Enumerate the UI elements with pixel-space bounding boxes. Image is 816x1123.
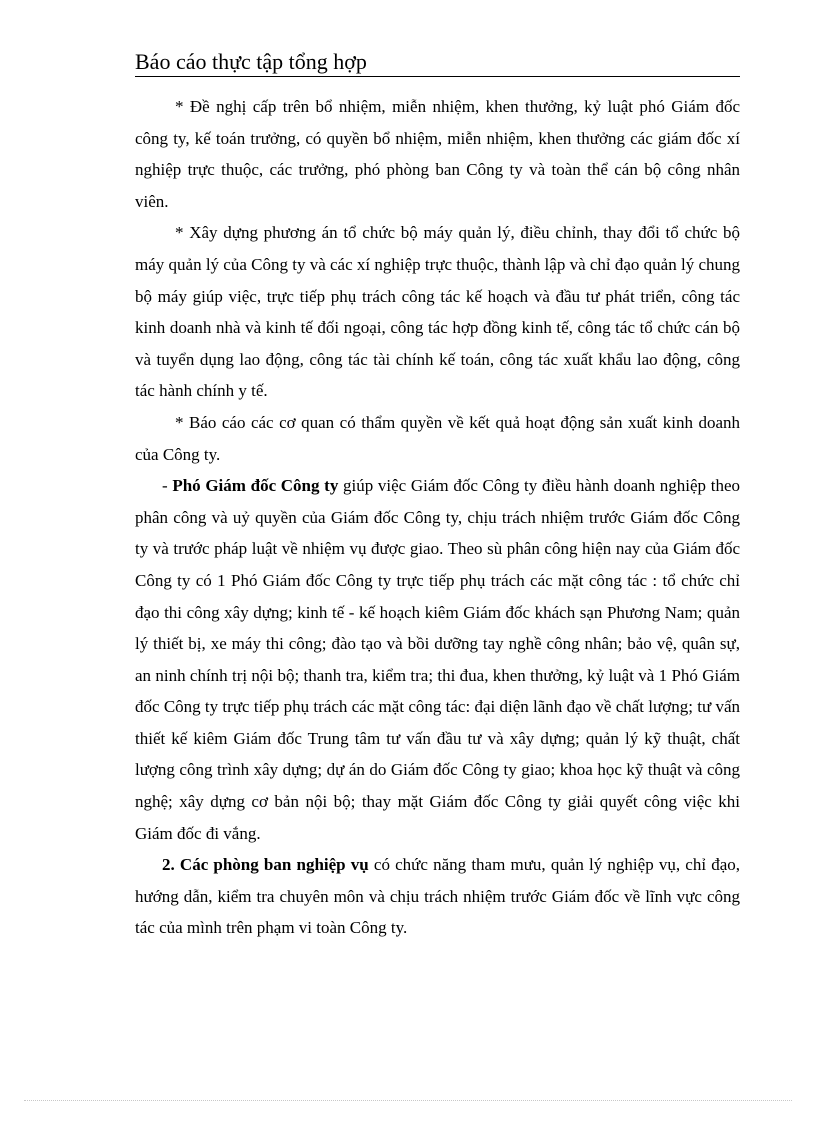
paragraph-reporting: * Báo cáo các cơ quan có thẩm quyền về kết quả hoạt động sản xuất kinh doanh của Công ty. [135, 412, 740, 464]
paragraph-proposal: * Đề nghị cấp trên bổ nhiệm, miễn nhiệm, khen thưởng, kỷ luật phó Giám đốc công ty, kế toán trưởng, có quyền bổ nhiệm, miễn nhiệm, khen thưởng các giám đốc xí nghiệp trực thuộc, các trưởng, phó phòng ban Công ty và toàn thể cán bộ công nhân viên. [135, 97, 740, 211]
paragraph-departments [135, 849, 740, 944]
page-header [135, 49, 740, 75]
departments-text: có chức năng tham mưu, quản lý nghiệp vụ, chỉ đạo, hướng dẫn, kiểm tra chuyên môn và chịu trách nhiệm trước Giám đốc về lĩnh vực công tác của mình trên phạm vi toàn Công ty. [135, 855, 740, 938]
deputy-director-text: giúp việc Giám đốc Công ty điều hành doanh nghiệp theo phân công và uỷ quyền của Giám đốc Công ty, chịu trách nhiệm trước Giám đốc Công ty và trước pháp luật về nhiệm vụ được giao. Theo sù phân công hiện nay của Giám đốc Công ty có 1 Phó Giám đốc Công ty trực tiếp phụ trách các mặt công tác : tổ chức chỉ đạo thi công xây dựng; kinh tế - kế hoạch kiêm Giám đốc khách sạn Phương Nam; quản lý thiết bị, xe máy thi công; đào tạo và bồi dưỡng tay nghề công nhân; bảo vệ, quân sự, an ninh chính trị nội bộ; thanh tra, kiểm tra; thi đua, khen thưởng, kỷ luật và 1 Phó Giám đốc Công ty trực tiếp phụ trách các mặt công tác: đại diện lãnh đạo về chất lượng; tư vấn thiết kế kiêm Giám đốc Trung tâm tư vấn đầu tư và xây dựng; quản lý kỹ thuật, chất lượng công trình xây dựng; dự án do Giám đốc Công ty giao; khoa học kỹ thuật và công nghệ; xây dựng cơ bản nội bộ; thay mặt Giám đốc Công ty giải quyết công việc khi Giám đốc đi vắng. [135, 476, 740, 843]
paragraph-organization: * Xây dựng phương án tổ chức bộ máy quản lý, điều chỉnh, thay đổi tổ chức bộ máy quản lý của Công ty và các xí nghiệp trực thuộc, thành lập và chỉ đạo quản lý chung bộ máy giúp việc, trực tiếp phụ trách công tác kế hoạch và đầu tư phát triển, công tác kinh doanh nhà và kinh tế đối ngoại, công tác hợp đồng kinh tế, công tác tổ chức cán bộ và tuyển dụng lao động, công tác tài chính kế toán, công tác xuất khẩu lao động, công tác hành chính y tế. [135, 223, 740, 401]
document-body [135, 91, 740, 944]
header-divider [135, 76, 740, 77]
paragraph-prefix: - [162, 476, 173, 496]
page-header-title: Báo cáo thực tập tổng hợp [135, 49, 367, 74]
paragraph-deputy-director [135, 470, 740, 849]
departments-heading: 2. Các phòng ban nghiệp vụ [162, 855, 369, 875]
deputy-director-heading: Phó Giám đốc Công ty [172, 476, 339, 496]
page-bottom-border [24, 1100, 792, 1101]
